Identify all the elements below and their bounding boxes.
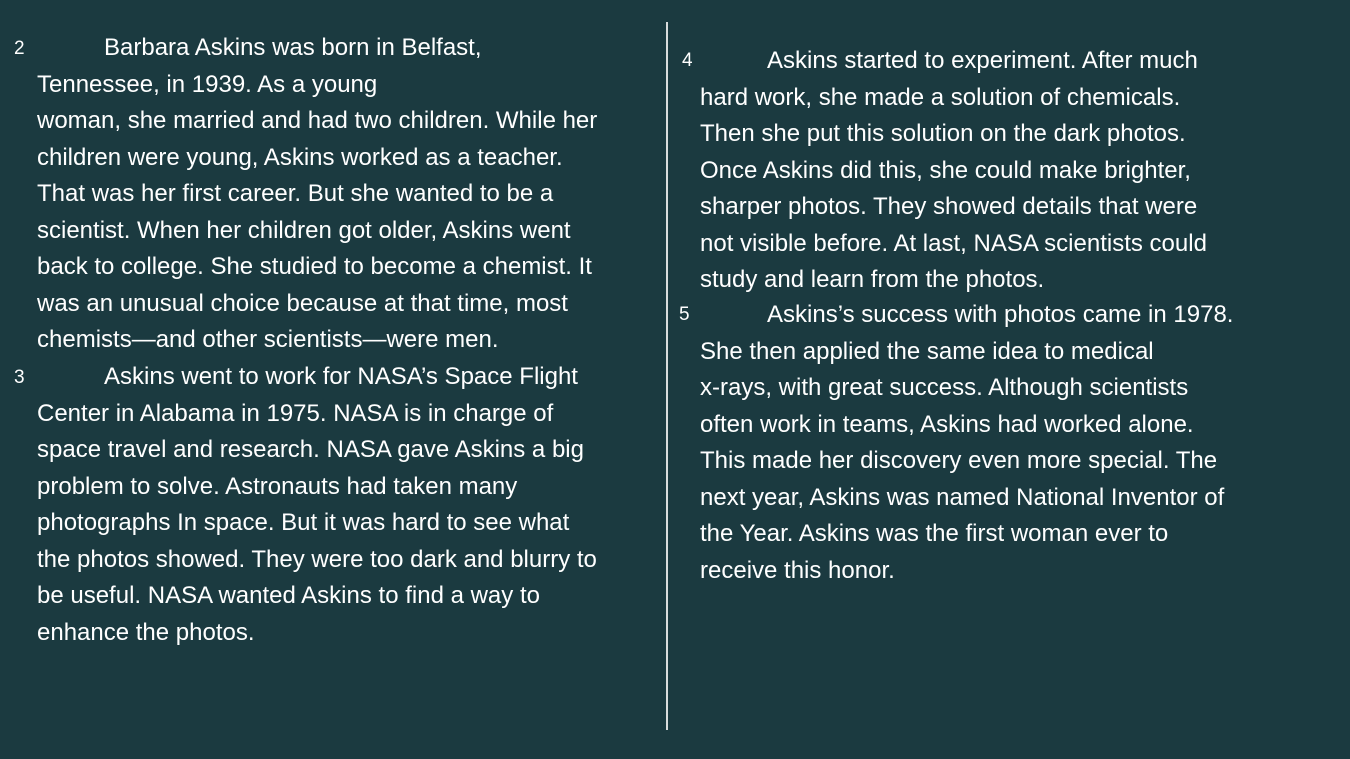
- paragraph-2: [37, 30, 597, 359]
- paragraph-line: problem to solve. Astronauts had taken many: [37, 472, 518, 500]
- paragraph-3: [37, 359, 597, 651]
- paragraph-line: Barbara Askins was born in Belfast,: [104, 34, 482, 61]
- paragraph-line: Askins’s success with photos came in 1978.: [767, 301, 1234, 328]
- paragraph-line: be useful. NASA wanted Askins to find a way to: [37, 582, 540, 609]
- paragraph-line: Then she put this solution on the dark photos.: [700, 120, 1186, 147]
- paragraph-line: was an unusual choice because at that time, most: [37, 289, 568, 317]
- paragraph-line: next year, Askins was named National Inventor of: [700, 483, 1225, 511]
- paragraph-line: receive this honor.: [700, 556, 895, 584]
- paragraph-line: the Year. Askins was the first woman ever to: [700, 520, 1169, 547]
- paragraph-line: study and learn from the photos.: [700, 266, 1045, 293]
- paragraph-number: 5: [679, 304, 690, 325]
- paragraph-line: often work in teams, Askins had worked alone.: [700, 410, 1194, 438]
- paragraph-line: Once Askins did this, she could make brighter,: [700, 156, 1191, 184]
- paragraph-line: She then applied the same idea to medical: [700, 337, 1154, 365]
- paragraph-line: That was her first career. But she wanted to be a: [37, 180, 554, 207]
- paragraph-4: [700, 43, 1207, 299]
- column-divider: [666, 22, 668, 730]
- paragraph-line: children were young, Askins worked as a teacher.: [37, 143, 563, 171]
- paragraph-line: enhance the photos.: [37, 618, 255, 646]
- paragraph-line: sharper photos. They showed details that were: [700, 193, 1198, 220]
- paragraph-line: hard work, she made a solution of chemicals.: [700, 83, 1181, 111]
- paragraph-line: Center in Alabama in 1975. NASA is in charge of: [37, 399, 554, 427]
- paragraph-line: chemists—and other scientists—were men.: [37, 326, 499, 353]
- paragraph-number: 4: [682, 50, 693, 71]
- paragraph-line: scientist. When her children got older, Askins went: [37, 216, 571, 244]
- paragraph-line: space travel and research. NASA gave Askins a big: [37, 436, 584, 463]
- paragraph-line: Askins went to work for NASA’s Space Flight: [104, 363, 578, 390]
- paragraph-line: x-rays, with great success. Although scientists: [700, 374, 1189, 401]
- paragraph-number: 3: [14, 367, 25, 388]
- paragraph-line: not visible before. At last, NASA scientists could: [700, 229, 1207, 257]
- paragraph-number: 2: [14, 38, 25, 59]
- paragraph-line: photographs In space. But it was hard to see what: [37, 509, 570, 536]
- paragraph-line: woman, she married and had two children. While her: [37, 107, 598, 134]
- paragraph-line: Askins started to experiment. After much: [767, 47, 1198, 74]
- paragraph-5: [700, 297, 1233, 589]
- paragraph-line: Tennessee, in 1939. As a young: [37, 70, 378, 98]
- paragraph-line: This made her discovery even more special. The: [700, 447, 1218, 474]
- paragraph-line: the photos showed. They were too dark and blurry to: [37, 545, 597, 573]
- paragraph-line: back to college. She studied to become a chemist. It: [37, 253, 592, 280]
